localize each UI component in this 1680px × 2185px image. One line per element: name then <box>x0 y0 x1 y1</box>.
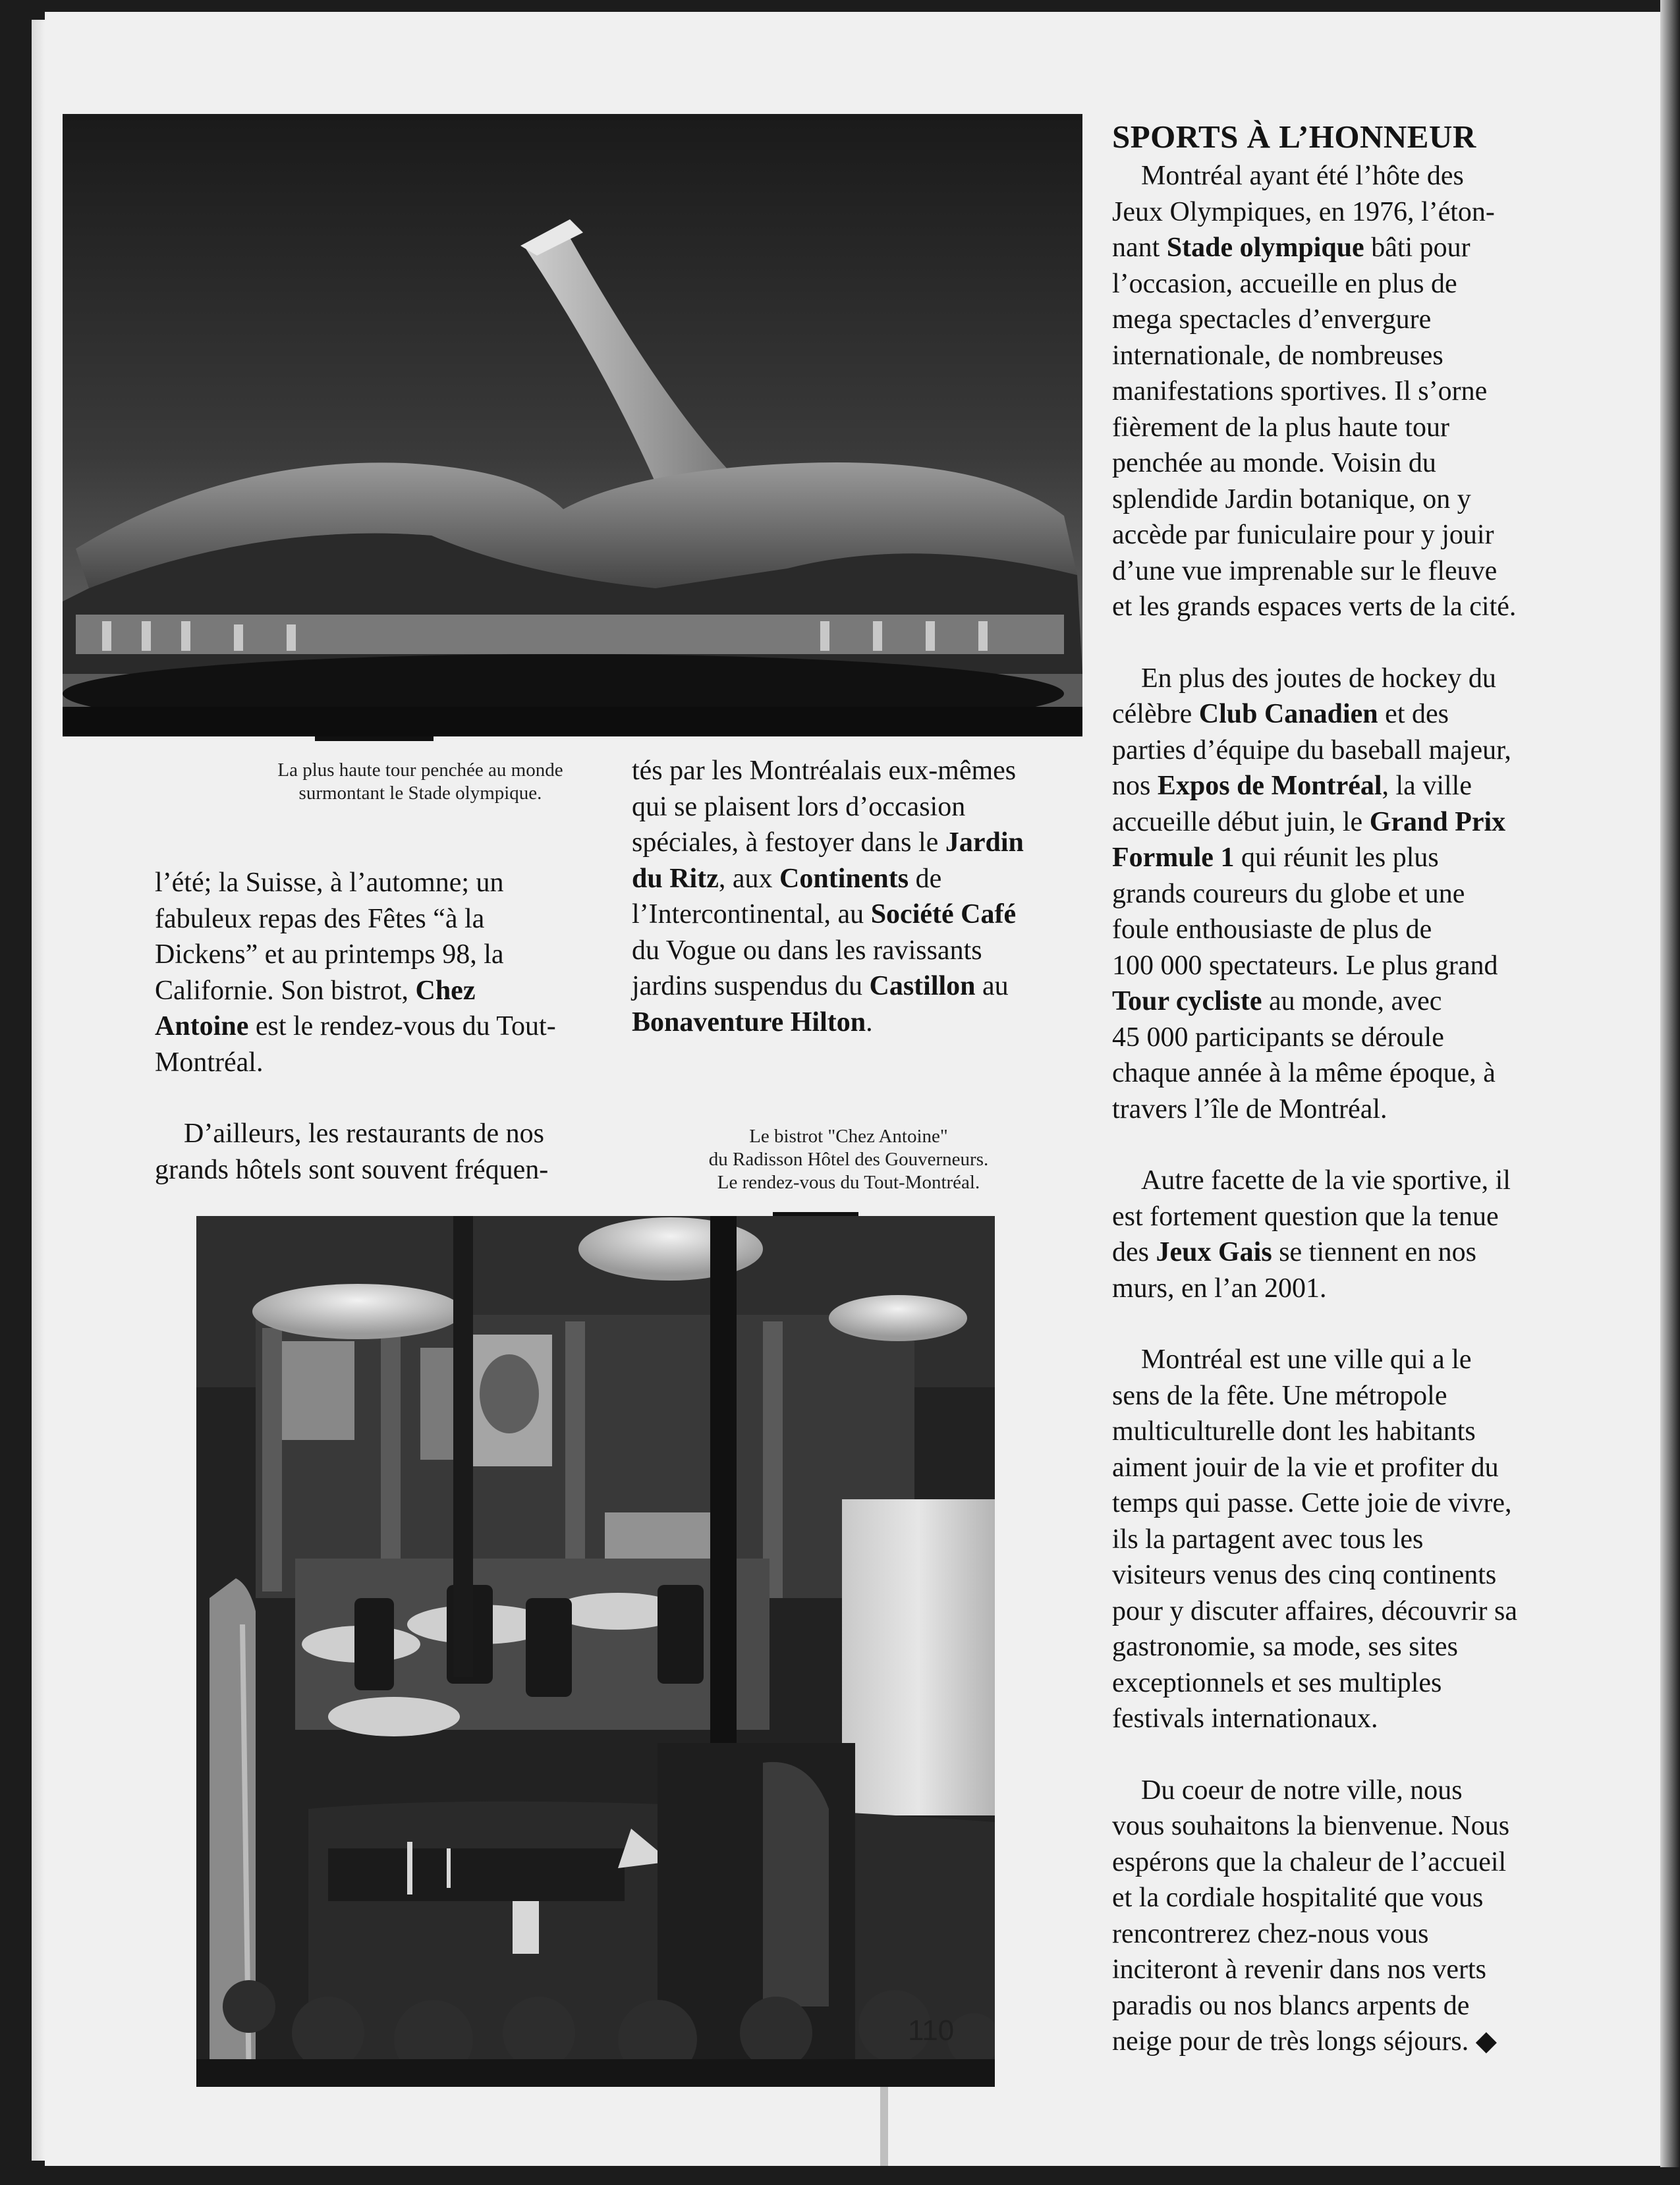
left-column <box>155 865 682 1188</box>
text-line: manifestations sportives. Il s’orne <box>1112 376 1488 406</box>
text-line: paradis ou nos blancs arpents de <box>1112 1990 1470 2021</box>
caption-line: surmontant le Stade olympique. <box>298 783 542 804</box>
text-line: l’Intercontinental, au Société Café <box>632 899 1017 929</box>
text-line: Montréal. <box>155 1047 264 1078</box>
page-edge-right <box>1660 0 1680 2167</box>
text-line: En plus des joutes de hockey du <box>1141 663 1496 694</box>
text-line: est fortement question que la tenue <box>1112 1201 1499 1232</box>
text-line: festivals internationaux. <box>1112 1703 1378 1734</box>
text-line: accède par funiculaire pour y jouir <box>1112 520 1494 550</box>
text-line: et la cordiale hospitalité que vous <box>1112 1883 1484 1913</box>
text-line: Jeux Olympiques, en 1976, l’éton- <box>1112 196 1495 227</box>
end-mark-icon: ◆ <box>1475 2026 1498 2057</box>
text-line: Tour cycliste au monde, avec <box>1112 986 1442 1016</box>
bistro-photo <box>196 1216 995 2087</box>
text-line: accueille début juin, le Grand Prix <box>1112 806 1506 837</box>
text-line: des Jeux Gais se tiennent en nos <box>1112 1237 1476 1267</box>
text-line: penchée au monde. Voisin du <box>1112 448 1436 478</box>
caption-line: La plus haute tour penchée au monde <box>277 760 563 781</box>
text-line: jardins suspendus du Castillon au <box>632 971 1009 1001</box>
text-line: 45 000 participants se déroule <box>1112 1022 1444 1053</box>
text-line: parties d’équipe du baseball majeur, <box>1112 734 1511 765</box>
text-line: du Vogue ou dans les ravissants <box>632 935 982 966</box>
caption-line: Le rendez-vous du Tout-Montréal. <box>717 1172 980 1193</box>
text-line: mega spectacles d’envergure <box>1112 304 1432 335</box>
text-line: Du coeur de notre ville, nous <box>1141 1775 1463 1806</box>
paragraph <box>155 865 682 1080</box>
text-line: splendide Jardin botanique, on y <box>1112 484 1471 514</box>
text-line: foule enthousiaste de plus de <box>1112 914 1432 945</box>
middle-column <box>632 753 1133 1040</box>
text-line: et les grands espaces verts de la cité. <box>1112 592 1517 622</box>
text-line: nos Expos de Montréal, la ville <box>1112 771 1472 801</box>
text-line: ils la partagent avec tous les <box>1112 1524 1424 1555</box>
paragraph <box>1112 158 1652 625</box>
paragraph <box>1112 1342 1652 1737</box>
caption-line: du Radisson Hôtel des Gouverneurs. <box>708 1149 989 1170</box>
text-line: Autre facette de la vie sportive, il <box>1141 1165 1511 1196</box>
paragraph <box>1112 1163 1652 1306</box>
text-line: 100 000 spectateurs. Le plus grand <box>1112 950 1498 981</box>
text-line: l’occasion, accueille en plus de <box>1112 268 1457 299</box>
paragraph <box>1112 661 1652 1128</box>
text-line: temps qui passe. Cette joie de vivre, <box>1112 1488 1512 1518</box>
paragraph <box>632 753 1133 1040</box>
text-line: spéciales, à festoyer dans le Jardin <box>632 827 1024 858</box>
text-line: Montréal est une ville qui a le <box>1141 1344 1472 1375</box>
text-line: pour y discuter affaires, découvrir sa <box>1112 1595 1517 1626</box>
text-line: du Ritz, aux Continents de <box>632 863 942 894</box>
text-line: internationale, de nombreuses <box>1112 340 1443 371</box>
text-line: Antoine est le rendez-vous du Tout- <box>155 1011 556 1041</box>
text-line: Dickens” et au printemps 98, la <box>155 939 504 970</box>
text-line: multiculturelle dont les habitants <box>1112 1416 1476 1447</box>
olympic-stadium-photo <box>63 114 1082 736</box>
text-line: chaque année à la même époque, à <box>1112 1058 1496 1088</box>
text-line: qui se plaisent lors d’occasion <box>632 791 966 822</box>
text-line: visiteurs venus des cinq continents <box>1112 1560 1497 1590</box>
text-line: vous souhaitons la bienvenue. Nous <box>1112 1811 1510 1841</box>
text-line: D’ailleurs, les restaurants de nos <box>184 1119 545 1149</box>
stadium-caption <box>137 759 704 805</box>
text-line: d’une vue imprenable sur le fleuve <box>1112 555 1498 586</box>
text-line: travers l’île de Montréal. <box>1112 1093 1387 1124</box>
photo-rule <box>315 736 434 741</box>
text-line: l’été; la Suisse, à l’automne; un <box>155 868 504 898</box>
bistro-caption <box>644 1125 1053 1194</box>
text-line: Formule 1 qui réunit les plus <box>1112 843 1439 873</box>
text-line: inciteront à revenir dans nos verts <box>1112 1954 1486 1985</box>
text-line: grands coureurs du globe et une <box>1112 878 1465 909</box>
text-line: tés par les Montréalais eux-mêmes <box>632 756 1017 786</box>
caption-line: Le bistrot "Chez Antoine" <box>749 1126 948 1147</box>
text-line: nant Stade olympique bâti pour <box>1112 233 1470 263</box>
section-heading: SPORTS À L’HONNEUR <box>1112 119 1476 155</box>
magazine-page <box>45 12 1660 2166</box>
text-line: exceptionnels et ses multiples <box>1112 1667 1442 1698</box>
text-line: fièrement de la plus haute tour <box>1112 412 1449 443</box>
page-number: 110 <box>908 2014 955 2047</box>
text-line: Montréal ayant été l’hôte des <box>1141 161 1464 191</box>
text-line: gastronomie, sa mode, ses sites <box>1112 1632 1458 1662</box>
text-line: espérons que la chaleur de l’accueil <box>1112 1846 1507 1877</box>
text-line: Bonaventure Hilton. <box>632 1007 873 1037</box>
paragraph <box>155 1116 682 1188</box>
paragraph <box>1112 1773 1652 2060</box>
text-line: Californie. Son bistrot, Chez <box>155 975 476 1006</box>
text-line: aiment jouir de la vie et profiter du <box>1112 1452 1499 1483</box>
text-line: fabuleux repas des Fêtes “à la <box>155 903 485 934</box>
text-line: sens de la fête. Une métropole <box>1112 1380 1447 1411</box>
right-column <box>1112 158 1652 2060</box>
text-line: célèbre Club Canadien et des <box>1112 699 1449 729</box>
page-edge <box>32 20 46 2161</box>
text-line: neige pour de très longs séjours. ◆ <box>1112 2024 1652 2060</box>
text-line: rencontrerez chez-nous vous <box>1112 1918 1429 1949</box>
text-line: grands hôtels sont souvent fréquen- <box>155 1154 549 1185</box>
gutter-shadow <box>880 2087 888 2166</box>
text-line: murs, en l’an 2001. <box>1112 1273 1327 1304</box>
